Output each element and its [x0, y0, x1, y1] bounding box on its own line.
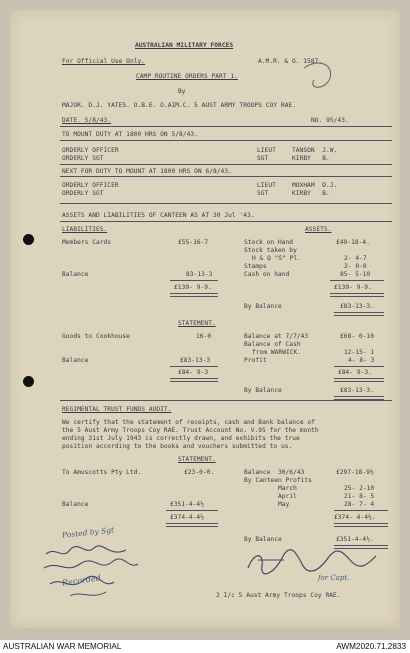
sum-rule — [330, 280, 384, 281]
divider — [60, 140, 392, 141]
total2-right: £84- 9-3. — [338, 369, 372, 376]
total3-left: £374-4-4½ — [170, 514, 204, 521]
goods-amount: 16-0 — [196, 333, 212, 340]
duty2-sgt-name: KIRBY B. — [292, 190, 330, 197]
goods-label: Goods to Cookhouse — [62, 333, 130, 340]
may-label: May — [278, 501, 290, 508]
signature — [244, 548, 380, 578]
balance-cash-label: Balance of Cash — [244, 341, 301, 348]
divider — [60, 176, 392, 177]
by-balance-label: By Balance — [244, 303, 282, 310]
trust-heading: REGIMENTAL TRUST FUNDS AUDIT. — [62, 406, 172, 413]
sum-rule — [334, 510, 388, 511]
by-balance2-label: By Balance — [244, 387, 282, 394]
members-cards-amount: £55-16-7 — [178, 239, 209, 246]
punch-hole — [23, 234, 34, 245]
april-amount: 21- 8- 5 — [344, 493, 375, 500]
footer-institution: AUSTRALIAN WAR MEMORIAL — [3, 642, 122, 651]
by-balance2-amount: £83-13-3. — [340, 387, 374, 394]
cash-on-hand-amount: 85- 5-10 — [340, 271, 371, 278]
stamps-amount: 2- 0-0 — [344, 263, 367, 270]
punch-hole — [23, 376, 34, 387]
balance3-amount: £351-4-4½ — [170, 501, 204, 508]
april-label: April — [278, 493, 297, 500]
duty1-sgt-rank: SGT — [257, 155, 269, 162]
march-amount: 25- 2-10 — [344, 485, 375, 492]
assets-heading: ASSETS. — [305, 226, 332, 233]
hq-pl-amount: 2- 4-7 — [344, 255, 367, 262]
signature-unit: 2 I/c 5 Aust Army Troops Coy RAE. — [216, 592, 341, 599]
from-warwick-label: from WARWICK. — [252, 349, 302, 356]
total-double-rule — [170, 378, 218, 382]
duty1-sgt-role: ORDERLY SGT — [62, 155, 104, 162]
duty1-header: TO MOUNT DUTY AT 1800 HRS ON 5/8/43. — [62, 131, 198, 138]
canteen-header: ASSETS AND LIABILITIES OF CANTEEN AS AT 30 Jul '43. — [62, 212, 255, 219]
stock-taken-label: Stock taken by — [244, 247, 297, 254]
amusco-label: To Amuscotts Pty Ltd. — [62, 469, 142, 476]
form-reference: A.M.R. & O. 1587. — [258, 58, 323, 65]
by-balance3-amount: £351-4-4½. — [336, 536, 374, 543]
balance-label: Balance — [62, 271, 89, 278]
balance3-label: Balance — [62, 501, 89, 508]
balance-at-label: Balance at 7/7/43 — [244, 333, 309, 340]
profit-label: Profit — [244, 357, 267, 364]
total-double-rule — [334, 378, 384, 382]
trust-paragraph-line: We certify that the statement of receipts, cash and Bank balance of — [62, 419, 315, 426]
statement-heading: STATEMENT. — [178, 320, 216, 327]
trust-paragraph-line: the 5 Aust Army Troops Coy RAE. Trust Account No. V.95 for the month — [62, 427, 319, 434]
doc-title: AUSTRALIAN MILITARY FORCES — [135, 42, 234, 49]
duty2-sgt-rank: SGT — [257, 190, 269, 197]
divider — [60, 221, 392, 222]
total1-left: £139- 9-9. — [174, 284, 212, 291]
red-pen-mark — [300, 56, 340, 98]
sum-rule — [170, 366, 218, 367]
balance-at-amount: £68- 0-10 — [340, 333, 374, 340]
footer-accession-number: AWM2020.71.2833 — [336, 642, 406, 651]
signature-rank: for Capt. — [318, 574, 350, 582]
archive-footer — [0, 640, 410, 653]
order-date: DATE. 5/8/43. — [62, 117, 112, 124]
total-double-rule — [334, 312, 384, 316]
duty1-officer-name: TANSON J.W. — [292, 147, 338, 154]
balance-306-label: Balance 30/6/43 — [244, 469, 305, 476]
orders-heading: CAMP ROUTINE ORDERS PART 1. — [136, 73, 238, 80]
duty2-officer-name: MOXHAM D.J. — [292, 182, 338, 189]
order-number: NO. 95/43. — [311, 117, 349, 124]
balance-306-amount: £297-18-9½ — [336, 469, 374, 476]
total-double-rule — [170, 293, 218, 297]
may-amount: 28- 7- 4 — [344, 501, 375, 508]
duty2-officer-role: ORDERLY OFFICER — [62, 182, 119, 189]
duty2-sgt-role: ORDERLY SGT — [62, 190, 104, 197]
trust-paragraph-line: ending 31st July 1943 is correctly drawn, and exhibits the true — [62, 435, 300, 442]
from-warwick-amount: 12-15- 1 — [344, 349, 375, 356]
trust-paragraph-line: position according to the books and vouchers submitted to us. — [62, 443, 293, 450]
sum-rule — [170, 280, 218, 281]
total3-right: £374- 4-4½. — [334, 514, 376, 521]
total-double-rule — [330, 293, 384, 297]
by-balance3-label: By Balance — [244, 536, 282, 543]
divider — [60, 203, 392, 204]
sum-rule — [334, 366, 384, 367]
cash-on-hand-label: Cash on hand — [244, 271, 290, 278]
divider — [60, 400, 392, 401]
issuing-officer: MAJOR. D.J. YATES. O.B.E. O.AIM.C. 5 AUST ARMY TROOPS COY RAE. — [62, 102, 297, 109]
total-double-rule — [166, 523, 218, 527]
liabilities-heading: LIABILITIES. — [62, 226, 108, 233]
statement2-heading: STATEMENT. — [178, 456, 216, 463]
duty1-officer-rank: LIEUT — [257, 147, 276, 154]
stock-on-hand-label: Stock on Hand — [244, 239, 294, 246]
march-label: March — [278, 485, 297, 492]
handwritten-stamp-scribble — [40, 540, 144, 604]
balance-amount: 83-13-3 — [186, 271, 213, 278]
duty2-header: NEXT FOR DUTY TO MOUNT AT 1800 HRS ON 6/8/43. — [62, 168, 232, 175]
security-marking: For Official Use Only. — [62, 58, 146, 65]
total1-right: £139- 9-9. — [334, 284, 372, 291]
divider — [60, 164, 392, 165]
sum-rule — [166, 510, 218, 511]
handwritten-stamp-text: Recorded — [61, 573, 102, 588]
by-balance-amount: £83-13-3. — [340, 303, 374, 310]
total-double-rule — [334, 523, 388, 527]
divider — [60, 126, 392, 127]
duty1-sgt-name: KIRBY B. — [292, 155, 330, 162]
canteen-profits-label: By Canteen Profits — [244, 477, 312, 484]
total2-left: £84- 9-3 — [178, 369, 209, 376]
balance2-label: Balance — [62, 357, 89, 364]
hq-pl-label: H & Q "S" Pl. — [252, 255, 302, 262]
balance2-amount: £83-13-3 — [180, 357, 211, 364]
stock-on-hand-amount: £49-18-4. — [336, 239, 370, 246]
stamps-label: Stamps — [244, 263, 267, 270]
members-cards-label: Members Cards — [62, 239, 112, 246]
amusco-amount: £23-0-0. — [184, 469, 215, 476]
duty1-officer-role: ORDERLY OFFICER — [62, 147, 119, 154]
handwritten-note: Posted by Sgt — [61, 525, 115, 540]
profit-amount: 4- 8- 3 — [348, 357, 375, 364]
duty2-officer-rank: LIEUT — [257, 182, 276, 189]
by-label: By — [178, 88, 186, 95]
